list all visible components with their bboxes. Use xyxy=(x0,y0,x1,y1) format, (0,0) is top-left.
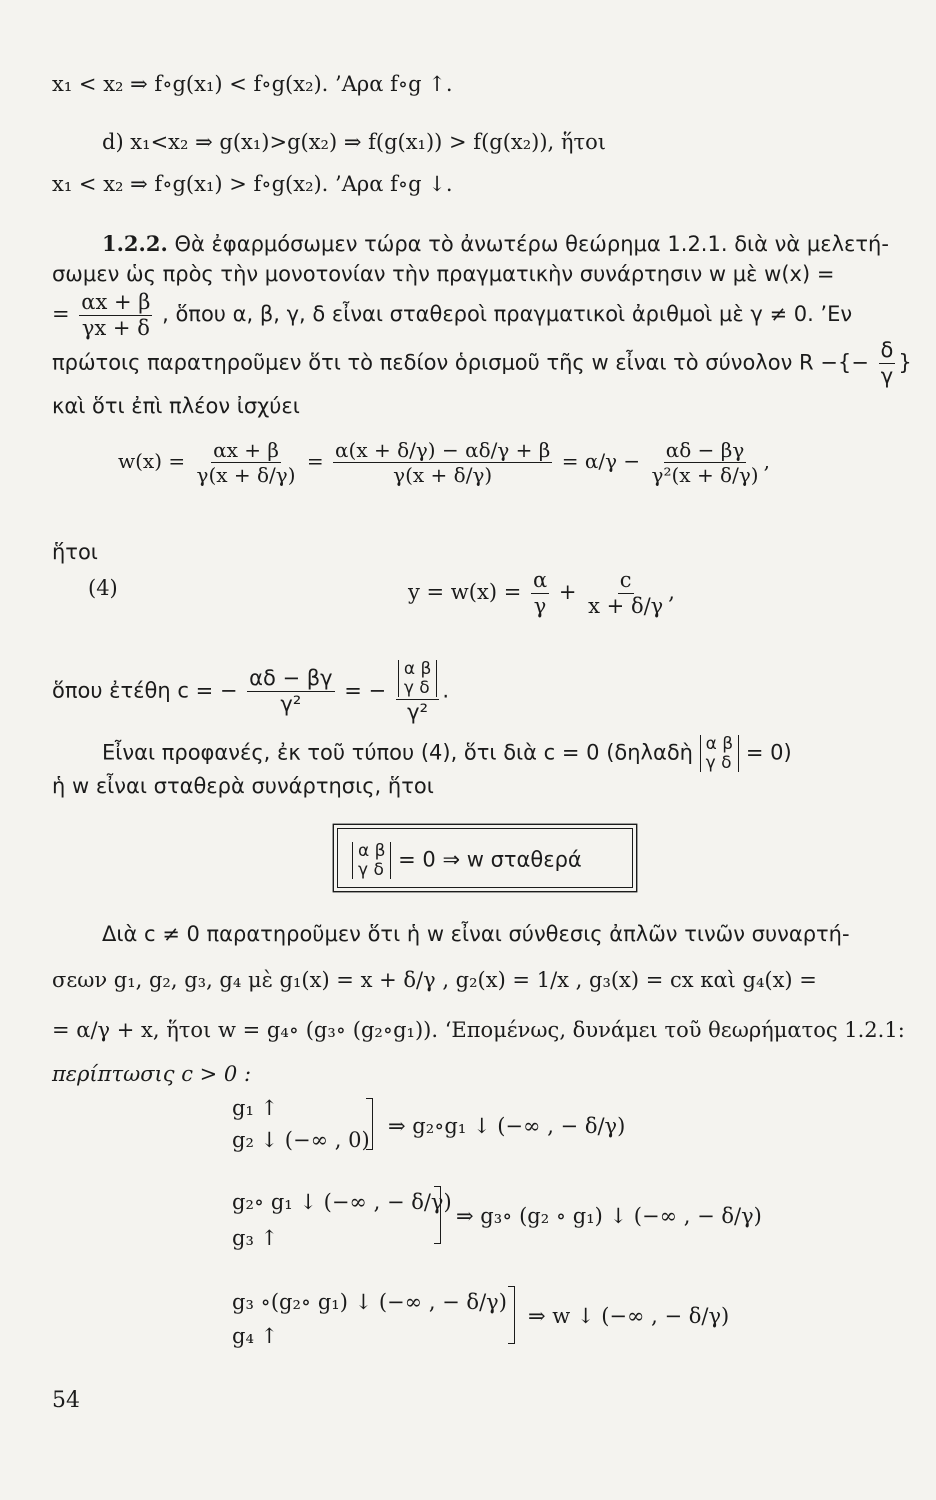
section-heading-line xyxy=(102,233,889,255)
case3-brace xyxy=(508,1286,515,1344)
case1-line-b: g₂ ↓ (−∞ , 0) xyxy=(232,1128,370,1152)
htoi-word: ἥτοι xyxy=(52,540,98,564)
case1-line-a: g₁ ↑ xyxy=(232,1096,279,1120)
determinant: α β γ δ xyxy=(398,660,437,697)
paragraph-composition-2: σεων g₁, g₂, g₃, g₄ μὲ g₁(x) = x + δ/γ , g₂(x) = 1/x , g₃(x) = cx καὶ g₄(x) = xyxy=(52,968,817,992)
equation-wx: w(x) = $\frac{\alpha x + \beta}{\gamma(x + \delta/\gamma)}$ = $\frac{\alpha(x + \delta/\gamma) - \alpha\delta/\gamma + \beta}{\gamma(x + \delta/\gamma)}$ = α/γ − $\frac{\alpha\delta - \beta\gamma}{\text{γ²(x + δ/γ)}}$ , xyxy=(118,438,770,487)
case2-line-a: g₂∘ g₁ ↓ (−∞ , − δ/γ) xyxy=(232,1190,452,1214)
equation-label-4: (4) xyxy=(88,576,118,600)
paragraph-line-5: καὶ ὅτι ἐπὶ πλέον ἰσχύει xyxy=(52,394,300,418)
section-text: Θὰ ἐφαρμόσωμεν τώρα τὸ ἀνωτέρω θεώρημα 1.2.1. διὰ νὰ μελετή- xyxy=(174,232,889,256)
fraction-ax-b-over-gx-d: $\frac{\alpha x + \beta}{\gamma x + \delta}$ xyxy=(81,290,151,340)
paragraph-composition-1: Διὰ c ≠ 0 παρατηροῦμεν ὅτι ἡ w εἶναι σύνθεσις ἀπλῶν τινῶν συναρτή- xyxy=(102,922,850,946)
section-number: 1.2.2. xyxy=(102,231,168,256)
case2-brace xyxy=(434,1186,441,1244)
case3-line-a: g₃ ∘(g₂∘ g₁) ↓ (−∞ , − δ/γ) xyxy=(232,1290,507,1314)
equation-4: y = w(x) = $\frac{\alpha}{\gamma}$ + $\frac{c}{x + \delta/\gamma}$ , xyxy=(408,568,675,618)
case2-line-b: g₃ ↑ xyxy=(232,1226,279,1250)
paragraph-constant: ἡ w εἶναι σταθερὰ συνάρτησις, ἥτοι xyxy=(52,774,434,798)
paragraph-c-zero: Εἶναι προφανές, ἐκ τοῦ τύπου (4), ὅτι διὰ c = 0 (δηλαδὴ α β γ δ = 0) xyxy=(102,734,792,773)
line-case-c-conclusion: x₁ < x₂ ⇒ f∘g(x₁) < f∘g(x₂). ’Αρα f∘g ↑. xyxy=(52,72,453,96)
paragraph-line-4: πρώτοις παρατηροῦμεν ὅτι τὸ πεδίον ὁρισμοῦ τῆς w εἶναι τὸ σύνολον R −{− $\frac{\delta}{\gamma}$ } xyxy=(52,338,912,388)
definition-c: ὅπου ἐτέθη c = − $\frac{\alpha\delta - \beta\gamma}{\text{γ²}}$ = − α β γ δ γ² . xyxy=(52,659,449,725)
line-case-d: d) x₁<x₂ ⇒ g(x₁)>g(x₂) ⇒ f(g(x₁)) > f(g(x₂)), ἥτοι xyxy=(102,130,606,154)
case2-result: ⇒ g₃∘ (g₂ ∘ g₁) ↓ (−∞ , − δ/γ) xyxy=(456,1204,762,1228)
case1-brace xyxy=(366,1098,373,1150)
line-case-d-conclusion: x₁ < x₂ ⇒ f∘g(x₁) > f∘g(x₂). ’Αρα f∘g ↓. xyxy=(52,172,453,196)
paragraph-line-3: = $\frac{\alpha x + \beta}{\gamma x + \delta}$ , ὅπου α, β, γ, δ εἶναι σταθεροὶ πραγματικοὶ ἀριθμοὶ μὲ γ ≠ 0. ’Εν xyxy=(52,290,853,340)
page-number: 54 xyxy=(52,1388,80,1413)
paragraph-line-2: σωμεν ὡς πρὸς τὴν μονοτονίαν τὴν πραγματικὴν συνάρτησιν w μὲ w(x) = xyxy=(52,262,835,286)
case-heading: περίπτωσις c > 0 : xyxy=(52,1062,252,1086)
case3-line-b: g₄ ↑ xyxy=(232,1324,279,1348)
boxed-result-content: α β γ δ = 0 ⇒ w σταθερά xyxy=(352,842,582,879)
case1-result: ⇒ g₂∘g₁ ↓ (−∞ , − δ/γ) xyxy=(388,1114,626,1138)
case3-result: ⇒ w ↓ (−∞ , − δ/γ) xyxy=(528,1304,730,1328)
paragraph-composition-3: = α/γ + x, ἥτοι w = g₄∘ (g₃∘ (g₂∘g₁)). ‘Επομένως, δυνάμει τοῦ θεωρήματος 1.2.1: xyxy=(52,1018,905,1042)
